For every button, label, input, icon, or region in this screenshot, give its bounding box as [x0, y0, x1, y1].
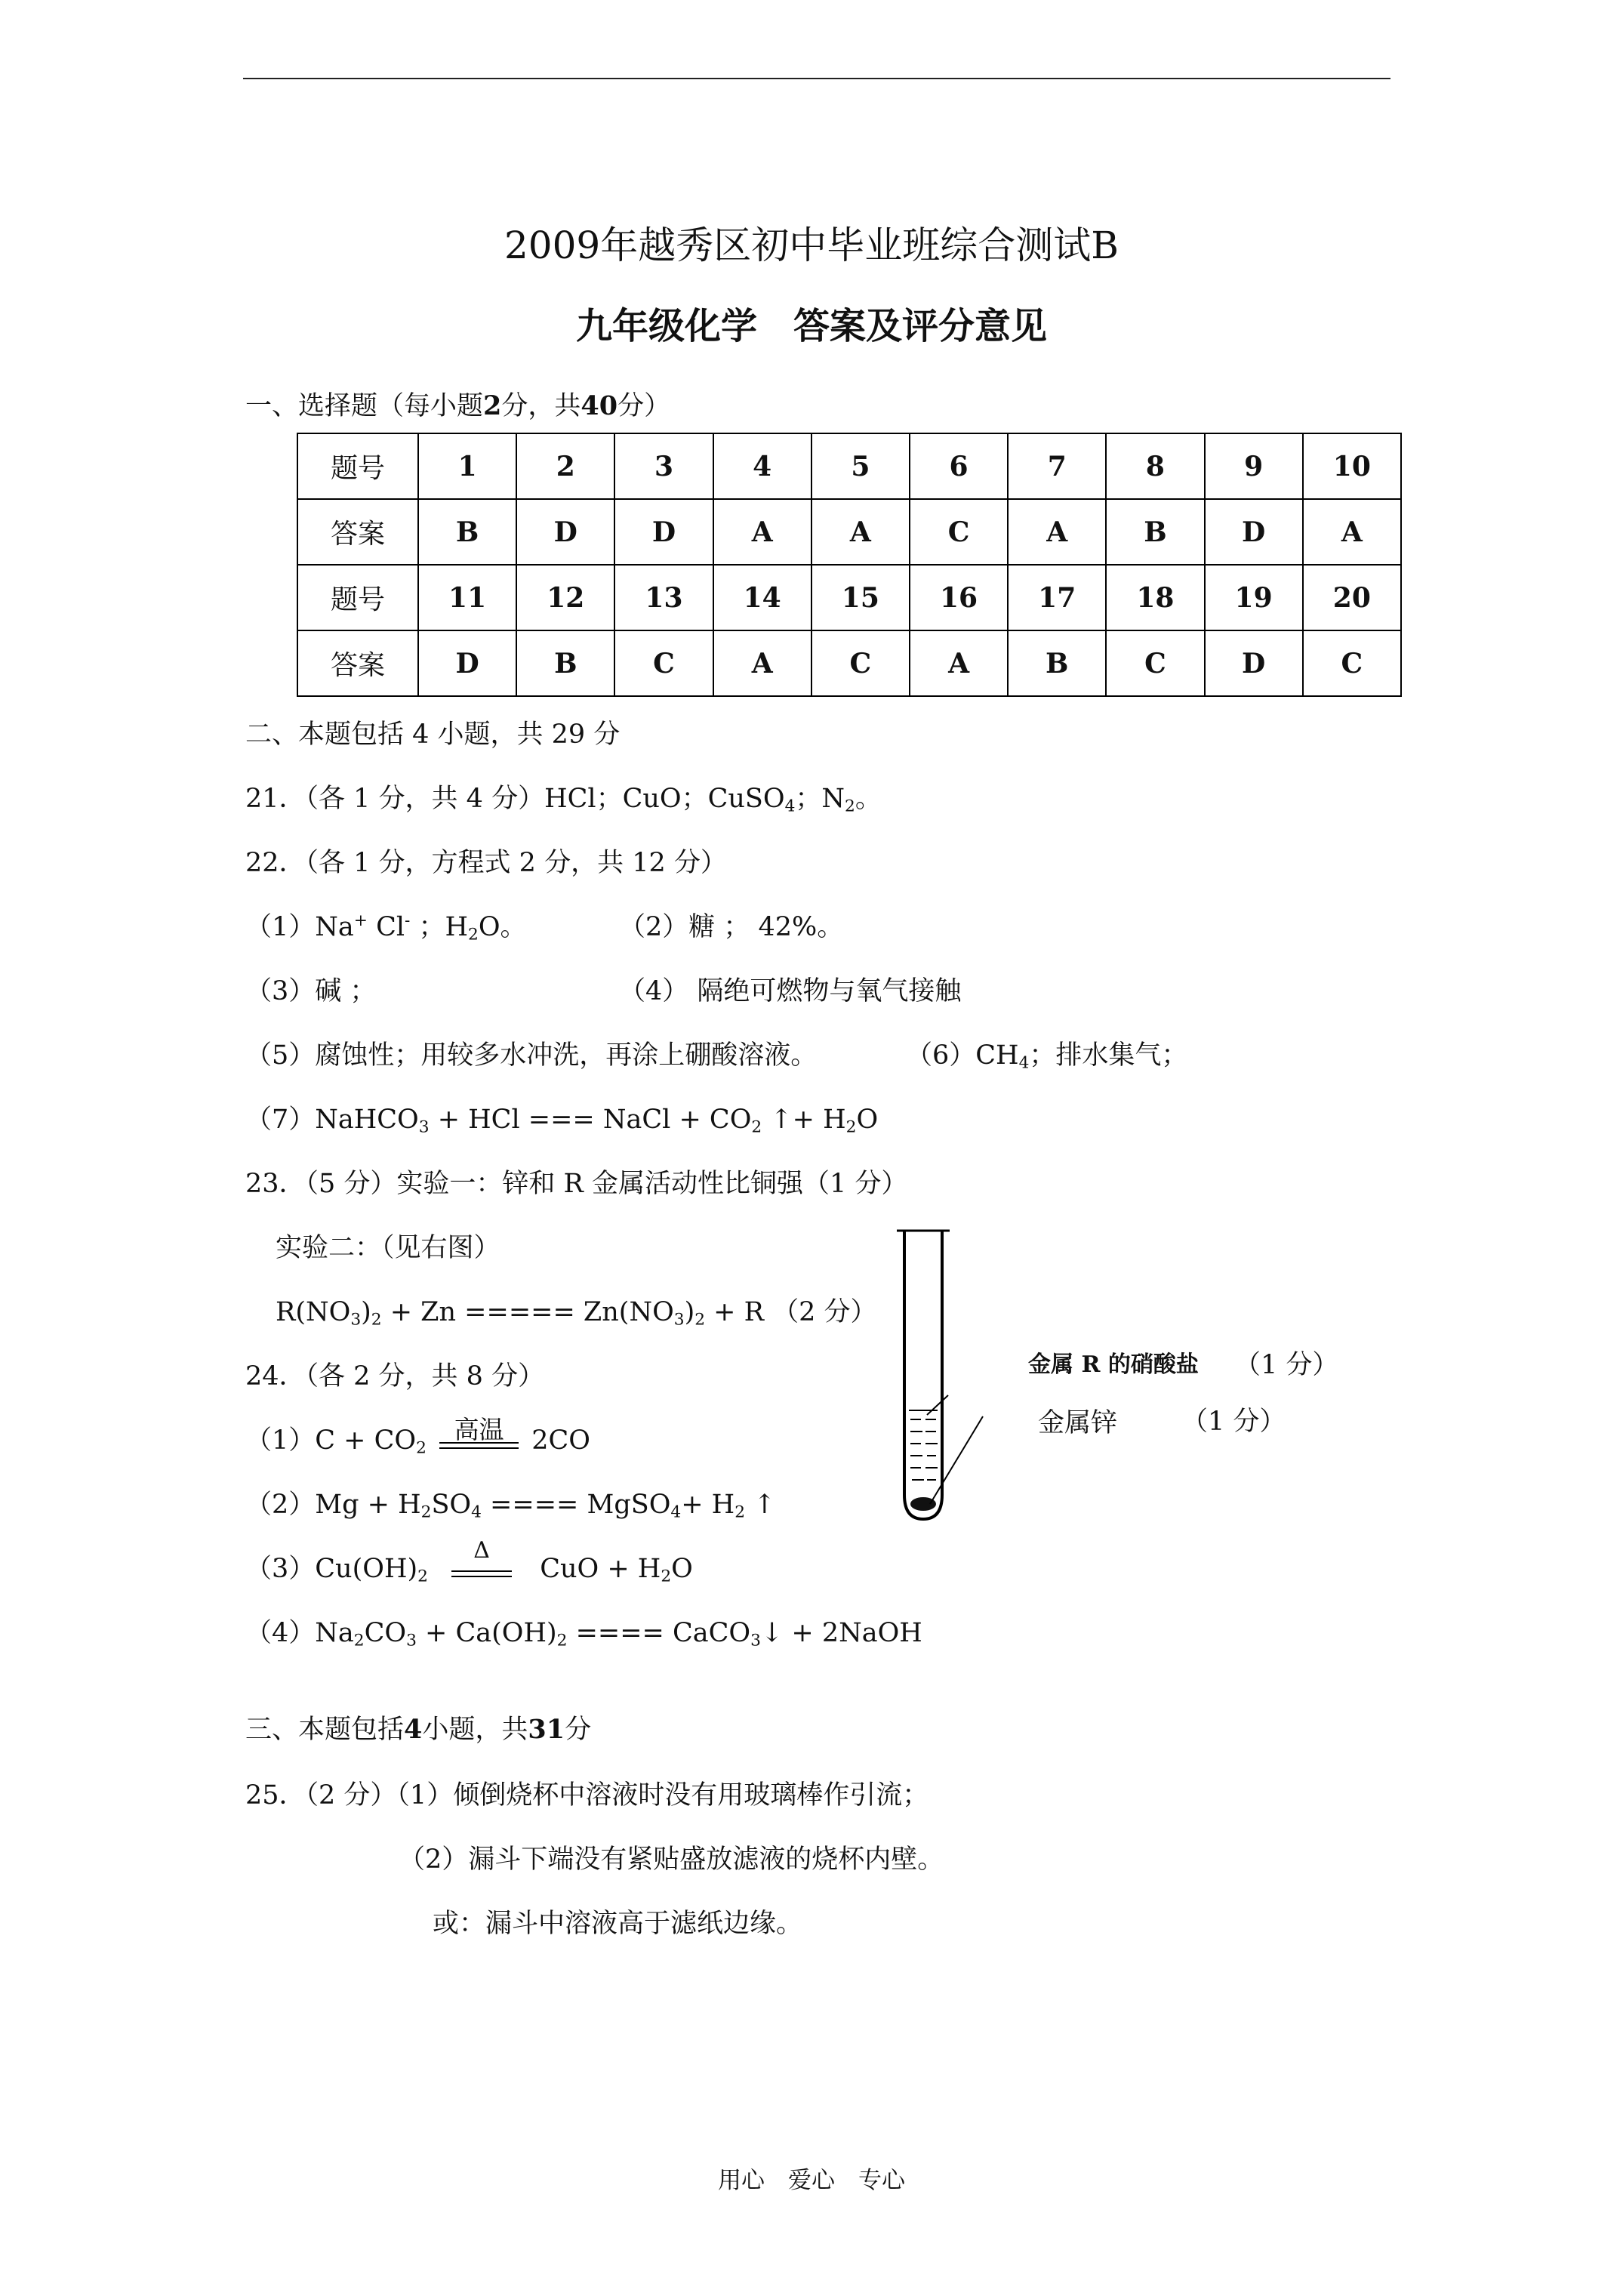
table-cell: D [1205, 630, 1303, 696]
subscript: 2 [845, 797, 855, 816]
reaction-condition-arrow [451, 1536, 512, 1586]
answer-22-7-text: （7）NaHCO [245, 1105, 419, 1135]
answer-22-1-text2: Cl [367, 912, 405, 942]
document-subtitle: 九年级化学 答案及评分意见 [575, 305, 1047, 347]
label-zinc: 金属锌 [1038, 1408, 1118, 1438]
table-cell: A [1303, 499, 1401, 565]
section1-heading [245, 385, 670, 423]
table-cell: C [1303, 630, 1401, 696]
subscript: 3 [673, 1310, 685, 1330]
table-cell: A [812, 499, 910, 565]
table-cell: 1 [418, 433, 516, 499]
table-cell: B [1106, 499, 1204, 565]
answer-24-1 [245, 1414, 590, 1458]
answer-23: 23．（5 分）实验一：锌和 R 金属活动性比铜强（1 分） [245, 1169, 908, 1199]
table-cell: 10 [1303, 433, 1401, 499]
table-cell: A [713, 499, 812, 565]
table-cell: D [418, 630, 516, 696]
answer-25-3: 或：漏斗中溶液高于滤纸边缘。 [433, 1909, 803, 1939]
subscript: 2 [371, 1310, 382, 1330]
label-metal-r-nitrate-score: （1 分） [1234, 1350, 1339, 1380]
row-label: 答案 [297, 630, 418, 696]
row-label: 题号 [297, 433, 418, 499]
document-title: 2009年越秀区初中毕业班综合测试B [504, 223, 1119, 267]
subscript: 2 [735, 1502, 745, 1522]
superscript: - [405, 911, 411, 930]
table-row [297, 499, 1401, 565]
test-tube-figure [883, 1223, 1019, 1525]
answer-22-6-text: （6）CH [906, 1040, 1019, 1071]
label-zinc-score: （1 分） [1181, 1407, 1286, 1437]
section1-heading-points: 2 [483, 390, 502, 421]
table-cell: C [910, 499, 1008, 565]
answer-21 [245, 778, 882, 815]
eq-text: ↓ + 2NaOH [760, 1618, 922, 1648]
eq-text: + R （2 分） [705, 1297, 877, 1327]
table-cell: C [1106, 630, 1204, 696]
subscript: 3 [750, 1631, 761, 1650]
test-tube-icon [897, 1231, 983, 1519]
subscript: 2 [468, 925, 479, 945]
eq-text: （3）Cu(OH) [245, 1554, 418, 1584]
section3-heading-count: 4 [404, 1714, 423, 1745]
table-cell: D [1205, 499, 1303, 565]
answer-21-text: 21．（各 1 分，共 4 分）HCl；CuO；CuSO [245, 784, 785, 814]
table-cell: A [713, 630, 812, 696]
condition-label: 高温 [454, 1414, 504, 1444]
subscript: 3 [406, 1631, 417, 1650]
table-cell: 18 [1106, 565, 1204, 630]
eq-text: + Zn ===== Zn(NO [381, 1297, 674, 1327]
subscript: 4 [1018, 1053, 1030, 1073]
eq-text: + Ca(OH) [416, 1618, 557, 1648]
table-cell: 7 [1008, 433, 1106, 499]
eq-text: ) [684, 1297, 695, 1327]
table-cell: 2 [516, 433, 614, 499]
answer-22-1 [245, 906, 527, 944]
subscript: 2 [420, 1502, 432, 1522]
equals-line [439, 1447, 519, 1449]
answer-24-2 [245, 1484, 775, 1521]
section3-heading [245, 1709, 591, 1746]
answer-22-6-text2: ；排水集气； [1029, 1040, 1188, 1071]
answer-22-1-text4: O。 [478, 912, 527, 942]
answer-22-4: （4） 隔绝可燃物与氧气接触 [619, 976, 962, 1006]
reaction-condition-arrow [439, 1414, 519, 1457]
subscript: 2 [845, 1117, 857, 1137]
table-cell: 3 [614, 433, 713, 499]
answer-22-1-text: （1）Na [245, 912, 354, 942]
eq-text: 2CO [531, 1425, 590, 1456]
answer-24-heading: 24．（各 2 分，共 8 分） [245, 1361, 545, 1391]
answer-22-7-text2: + HCl === NaCl + CO [429, 1105, 752, 1135]
table-row [297, 433, 1401, 499]
section3-heading-total: 31 [528, 1714, 565, 1745]
equals-line [451, 1576, 512, 1577]
table-cell: 20 [1303, 565, 1401, 630]
table-cell: 17 [1008, 565, 1106, 630]
eq-text: R(NO [276, 1297, 351, 1327]
label-metal-r-nitrate: 金属 R 的硝酸盐 [1028, 1351, 1199, 1378]
subscript: 4 [670, 1502, 682, 1522]
table-cell: B [516, 630, 614, 696]
table-cell: B [418, 499, 516, 565]
section1-heading-text: 一、选择题（每小题 [245, 391, 484, 421]
answer-22-1-text3: ；H [410, 912, 469, 942]
answer-22-3: （3）碱 ； [245, 976, 377, 1006]
eq-text: ↑ [745, 1490, 776, 1520]
table-cell: B [1008, 630, 1106, 696]
subscript: 2 [417, 1567, 428, 1586]
answer-24-3 [245, 1536, 693, 1586]
answer-23-equation [276, 1291, 877, 1329]
header-rule [243, 78, 1390, 79]
page-footer: 用心 爱心 专心 [718, 2167, 905, 2194]
answer-22-heading: 22．（各 1 分，方程式 2 分，共 12 分） [245, 848, 727, 878]
table-cell: 13 [614, 565, 713, 630]
section3-heading-text: 三、本题包括 [245, 1715, 405, 1745]
table-row [297, 630, 1401, 696]
answer-25-2: （2）漏斗下端没有紧贴盛放滤液的烧杯内壁。 [399, 1845, 944, 1875]
answer-21-text2: ；N [795, 784, 845, 814]
answer-25: 25．（2 分）（1）倾倒烧杯中溶液时没有用玻璃棒作引流； [245, 1780, 929, 1811]
eq-text: ==== MgSO [481, 1490, 671, 1520]
answer-24-4 [245, 1612, 922, 1650]
answer-23-2: 实验二：（见右图） [276, 1233, 500, 1263]
answer-21-text3: 。 [855, 784, 882, 814]
section1-heading-text2: 分，共 [501, 391, 581, 421]
eq-text: + H [681, 1490, 735, 1520]
subscript: 4 [471, 1502, 482, 1522]
eq-text: CuO + H [540, 1554, 661, 1584]
table-cell: 6 [910, 433, 1008, 499]
table-cell: 12 [516, 565, 614, 630]
subscript: 2 [556, 1631, 568, 1650]
answer-22-5: （5）腐蚀性；用较多水冲洗，再涂上硼酸溶液。 [245, 1040, 818, 1071]
table-cell: 19 [1205, 565, 1303, 630]
table-cell: A [1008, 499, 1106, 565]
subscript: 4 [784, 797, 796, 816]
answer-22-2: （2）糖 ； 42%。 [619, 912, 844, 942]
table-row [297, 565, 1401, 630]
row-label: 答案 [297, 499, 418, 565]
table-cell: 5 [812, 433, 910, 499]
section2-heading: 二、本题包括 4 小题，共 29 分 [245, 720, 621, 750]
eq-text: （1）C + CO [245, 1425, 417, 1456]
eq-text: （2）Mg + H [245, 1490, 421, 1520]
subscript: 3 [418, 1117, 430, 1137]
table-cell: A [910, 630, 1008, 696]
subscript: 2 [416, 1438, 427, 1458]
section3-heading-text2: 小题，共 [422, 1715, 528, 1745]
superscript: + [353, 911, 368, 930]
subscript: 3 [350, 1310, 362, 1330]
table-cell: 8 [1106, 433, 1204, 499]
eq-text: CO [364, 1618, 407, 1648]
subscript: 2 [751, 1117, 762, 1137]
section1-heading-text3: 分） [617, 391, 671, 421]
table-cell: D [516, 499, 614, 565]
answer-22-7 [245, 1099, 878, 1136]
table-cell: C [812, 630, 910, 696]
answer-22-7-text4: O [856, 1105, 879, 1135]
table-cell: 4 [713, 433, 812, 499]
table-cell: 11 [418, 565, 516, 630]
subscript: 2 [353, 1631, 365, 1650]
table-cell: D [614, 499, 713, 565]
condition-label: Δ [473, 1536, 490, 1564]
table-cell: C [614, 630, 713, 696]
eq-text: （4）Na [245, 1618, 354, 1648]
row-label: 题号 [297, 565, 418, 630]
answer-22-7-text3: ↑+ H [762, 1105, 846, 1135]
section3-heading-text3: 分 [565, 1715, 592, 1745]
equals-line [451, 1570, 512, 1572]
section1-heading-total: 40 [581, 390, 618, 421]
subscript: 2 [661, 1567, 672, 1586]
equals-line [439, 1442, 519, 1444]
table-cell: 15 [812, 565, 910, 630]
eq-text: O [671, 1554, 693, 1584]
eq-text: ==== CaCO [567, 1618, 751, 1648]
table-cell: 16 [910, 565, 1008, 630]
eq-text: SO [431, 1490, 472, 1520]
answer-22-6 [906, 1034, 1187, 1072]
eq-text: ) [361, 1297, 371, 1327]
subscript: 2 [694, 1310, 706, 1330]
table-cell: 14 [713, 565, 812, 630]
table-cell: 9 [1205, 433, 1303, 499]
answer-table [297, 433, 1402, 697]
